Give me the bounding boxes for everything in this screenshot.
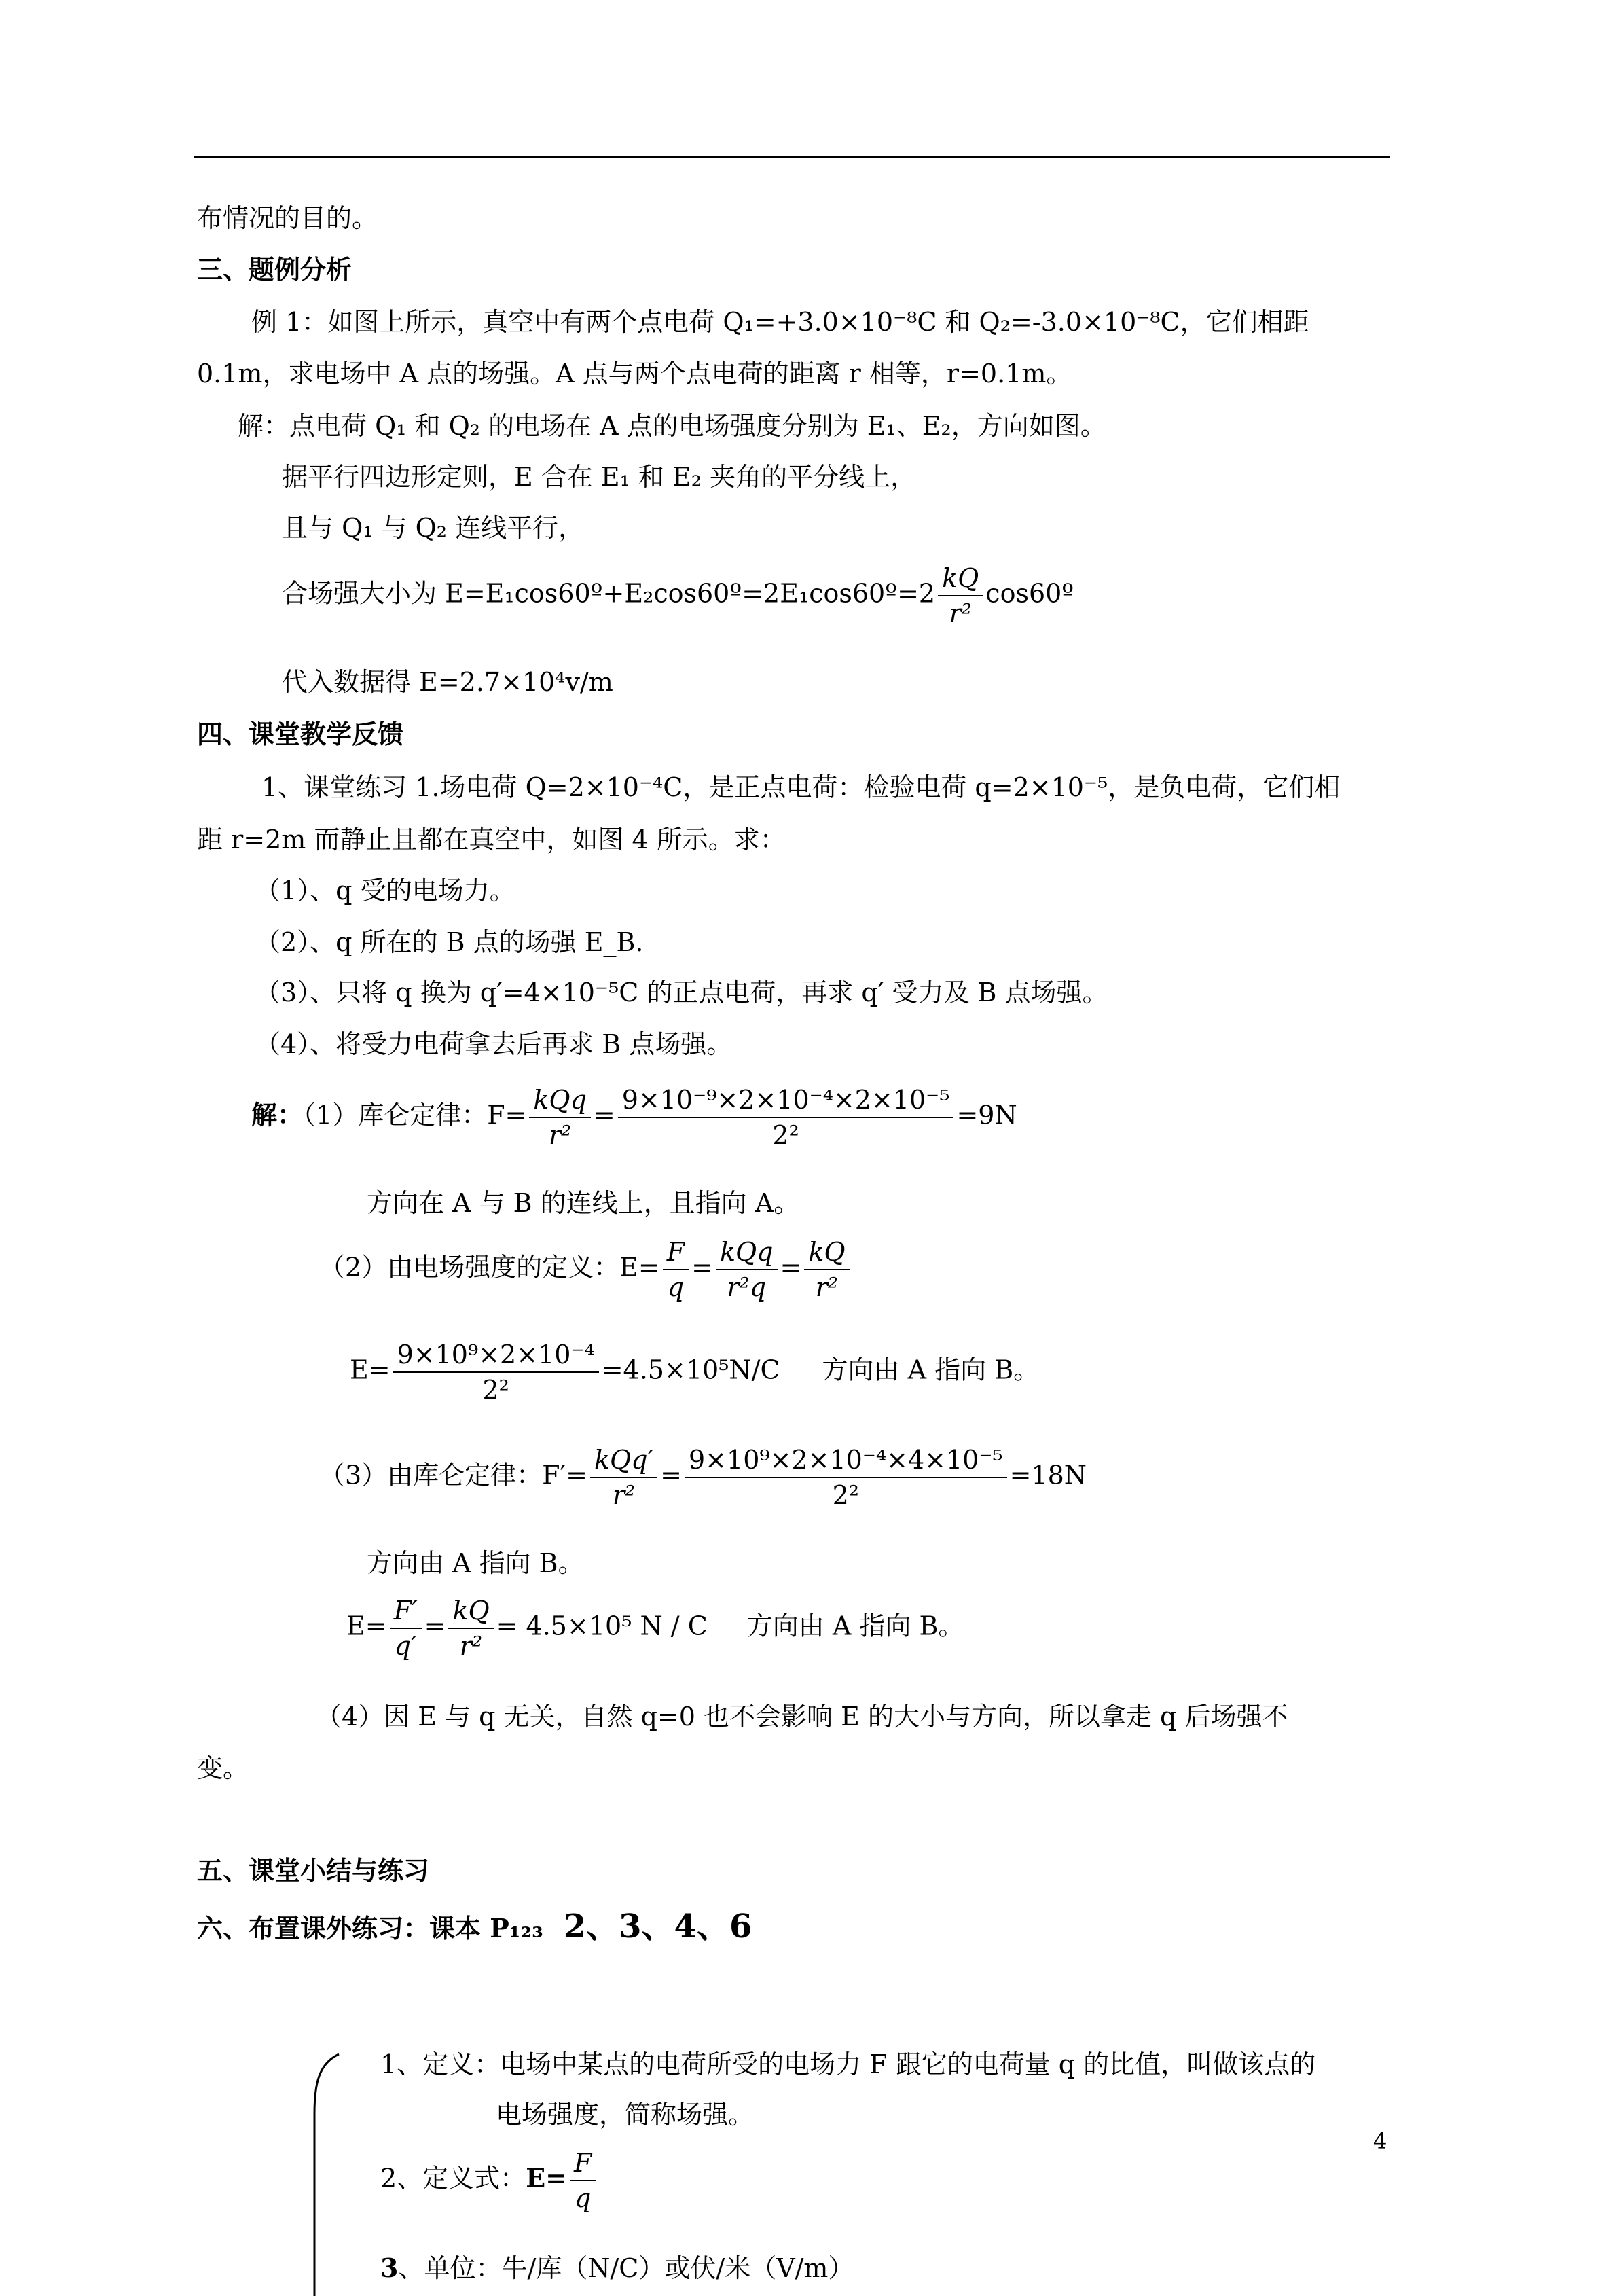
exercise-q1: （1）、q 受的电场力。 — [255, 876, 515, 905]
solution-line2: 据平行四边形定则，E 合在 E₁ 和 E₂ 夹角的平分线上， — [282, 462, 917, 492]
answer-label: 解： — [251, 1099, 304, 1130]
summary-item1-line1: 1、定义：电场中某点的电荷所受的电场力 F 跟它的电荷量 q 的比值，叫做该点的 — [380, 2049, 1316, 2079]
fraction-numerator: kQq′ — [590, 1447, 657, 1478]
summary-item2-prefix: 2、定义式： — [380, 2163, 526, 2193]
fraction-numerator: 9×10⁻⁹×2×10⁻⁴×2×10⁻⁵ — [618, 1087, 954, 1118]
summary-item3-text: 、单位：牛/库（N/C）或伏/米（V/m） — [398, 2253, 854, 2283]
fraction-numerator: kQ — [804, 1239, 849, 1270]
answer3-prefix: （3）由库仑定律：F′= — [319, 1460, 588, 1490]
section6-title-numbers: 2、3、4、6 — [563, 1907, 752, 1945]
fraction-denominator: r² — [548, 1120, 572, 1150]
example1-line2: 0.1m，求电场中 A 点的场强。A 点与两个点电荷的距离 r 相等，r=0.1m。 — [197, 359, 1072, 389]
fraction-numerator: F′ — [390, 1598, 422, 1629]
solution-line4-prefix: 合场强大小为 E=E₁cos60º+E₂cos60º=2E₁cos60º=2 — [282, 578, 936, 609]
example1-line1: 例 1：如图上所示，真空中有两个点电荷 Q₁=+3.0×10⁻⁸C 和 Q₂=-3.0×10⁻⁸C，它们相距 — [251, 307, 1309, 337]
answer2-fraction1 — [663, 1239, 689, 1300]
fraction-numerator: 9×10⁹×2×10⁻⁴ — [393, 1342, 599, 1373]
answer2-fraction3 — [804, 1239, 849, 1300]
fraction-denominator: r² — [815, 1272, 839, 1302]
fraction-denominator: r² — [612, 1480, 636, 1510]
answer3b-result: = 4.5×10⁵ N / C — [496, 1611, 708, 1641]
exercise-q4: （4）、将受力电荷拿去后再求 B 点场强。 — [255, 1029, 733, 1059]
fraction-denominator: r² — [459, 1631, 483, 1661]
fraction-numerator: kQq — [716, 1239, 778, 1270]
answer3-result: =18N — [1009, 1460, 1087, 1490]
section6-title-prefix: 六、布置课外练习：课本 P₁₂₃ — [197, 1913, 543, 1943]
answer1-fraction2 — [618, 1087, 954, 1148]
exercise-q2: （2）、q 所在的 B 点的场强 E_B. — [255, 927, 644, 957]
section4-title: 四、课堂教学反馈 — [197, 719, 404, 749]
solution-line3: 且与 Q₁ 与 Q₂ 连线平行， — [282, 513, 585, 543]
answer4-line2: 变。 — [197, 1753, 249, 1783]
answer3-line: （3）由库仑定律：F′= $\frac{\text{kQq′}}{\text{r²}}$ = $\frac{\text{9×10⁹×2×10⁻⁴×4×10⁻⁵}}{\text{2²}}$ =18N — [319, 1445, 1087, 1510]
answer3b-prefix: E= — [346, 1611, 387, 1641]
answer1-fraction1 — [529, 1087, 591, 1148]
answer3-fraction1 — [590, 1447, 657, 1508]
answer4-line1: （4）因 E 与 q 无关，自然 q=0 也不会影响 E 的大小与方向，所以拿走 q 后场强不 — [316, 1702, 1288, 1732]
fraction-denominator: q′ — [394, 1631, 417, 1661]
solution-line4 — [282, 565, 1074, 626]
summary-item1-line2: 电场强度，简称场强。 — [496, 2100, 755, 2130]
answer2-line: （2）由电场强度的定义：E= $\frac{F}{q}$ = $\frac{\text{kQq}}{\text{r²q}}$ = $\frac{kQ}{\text{r²}}$ — [319, 1239, 852, 1300]
exercise-q3: （3）、只将 q 换为 q′=4×10⁻⁵C 的正点电荷，再求 q′ 受力及 B 点场强。 — [255, 977, 1108, 1007]
fraction-numerator: kQq — [529, 1087, 591, 1118]
solution-line1: 解：点电荷 Q₁ 和 Q₂ 的电场在 A 点的电场强度分别为 E₁、E₂，方向如图。 — [238, 411, 1106, 441]
answer3-fraction2 — [685, 1447, 1007, 1508]
solution-line4-suffix: cos60º — [985, 578, 1074, 609]
answer1-result: =9N — [956, 1100, 1017, 1130]
exercise-line1: 1、课堂练习 1.场电荷 Q=2×10⁻⁴C，是正点电荷：检验电荷 q=2×10⁻⁵，是负电荷，它们相 — [261, 772, 1341, 802]
answer2-prefix: （2）由电场强度的定义：E= — [319, 1252, 660, 1282]
fraction-denominator: r²q — [727, 1272, 767, 1302]
summary-item2 — [380, 2150, 598, 2211]
summary-item2-fraction — [570, 2150, 596, 2211]
answer2b-result: =4.5×10⁵N/C — [601, 1355, 780, 1385]
fraction-denominator: q — [667, 1272, 685, 1302]
fraction-numerator: F — [663, 1239, 689, 1270]
fraction-denominator: 2² — [832, 1480, 860, 1510]
page-number: 4 — [1373, 2128, 1387, 2154]
fraction-denominator: q — [575, 2183, 592, 2213]
section6-title — [197, 1907, 752, 1945]
answer1-direction: 方向在 A 与 B 的连线上，且指向 A。 — [367, 1188, 800, 1218]
answer3b-fraction1 — [390, 1598, 422, 1659]
fraction-numerator: 9×10⁹×2×10⁻⁴×4×10⁻⁵ — [685, 1447, 1007, 1478]
summary-brace — [309, 2051, 340, 2296]
answer1-line: 解：（1）库仑定律：F= $\frac{\text{kQq}}{\text{r²}}$ = $\frac{\text{9×10⁻⁹×2×10⁻⁴×2×10⁻⁵}}{\text{2²}}$ =9N — [251, 1085, 1017, 1150]
answer3b-fraction2 — [448, 1598, 493, 1659]
fraction-numerator: F — [570, 2150, 596, 2181]
answer2b-prefix: E= — [350, 1355, 390, 1385]
answer2b-fraction — [393, 1342, 599, 1403]
fraction-denominator: r² — [949, 598, 972, 628]
answer1-prefix: （1）库仑定律：F= — [303, 1100, 527, 1130]
summary-item2-bold: E= — [526, 2162, 567, 2193]
answer3b-line: E= $\frac{F'}{q'}$ = $\frac{kQ}{\text{r²}}$ = 4.5×10⁵ N / C 方向由 A 指向 B。 — [346, 1596, 964, 1661]
summary-item3 — [380, 2255, 854, 2281]
fraction-numerator: kQ — [448, 1598, 493, 1629]
answer2-fraction2 — [716, 1239, 778, 1300]
summary-item3-number: 3 — [380, 2253, 399, 2283]
section5-title: 五、课堂小结与练习 — [197, 1855, 430, 1886]
exercise-line2: 距 r=2m 而静止且都在真空中，如图 4 所示。求： — [197, 825, 786, 855]
solution-line5: 代入数据得 E=2.7×10⁴v/m — [282, 667, 613, 697]
section3-title: 三、题例分析 — [197, 254, 352, 285]
fraction-numerator: kQ — [938, 565, 983, 596]
answer2b-direction: 方向由 A 指向 B。 — [822, 1355, 1040, 1385]
solution-line4-fraction — [938, 565, 983, 626]
answer3b-direction: 方向由 A 指向 B。 — [746, 1611, 964, 1641]
answer3-direction: 方向由 A 指向 B。 — [367, 1548, 584, 1578]
fraction-denominator: 2² — [482, 1375, 509, 1405]
answer2b-line — [350, 1342, 1039, 1403]
header-rule — [194, 156, 1390, 158]
fraction-denominator: 2² — [772, 1120, 799, 1150]
intro-tail: 布情况的目的。 — [197, 203, 378, 233]
